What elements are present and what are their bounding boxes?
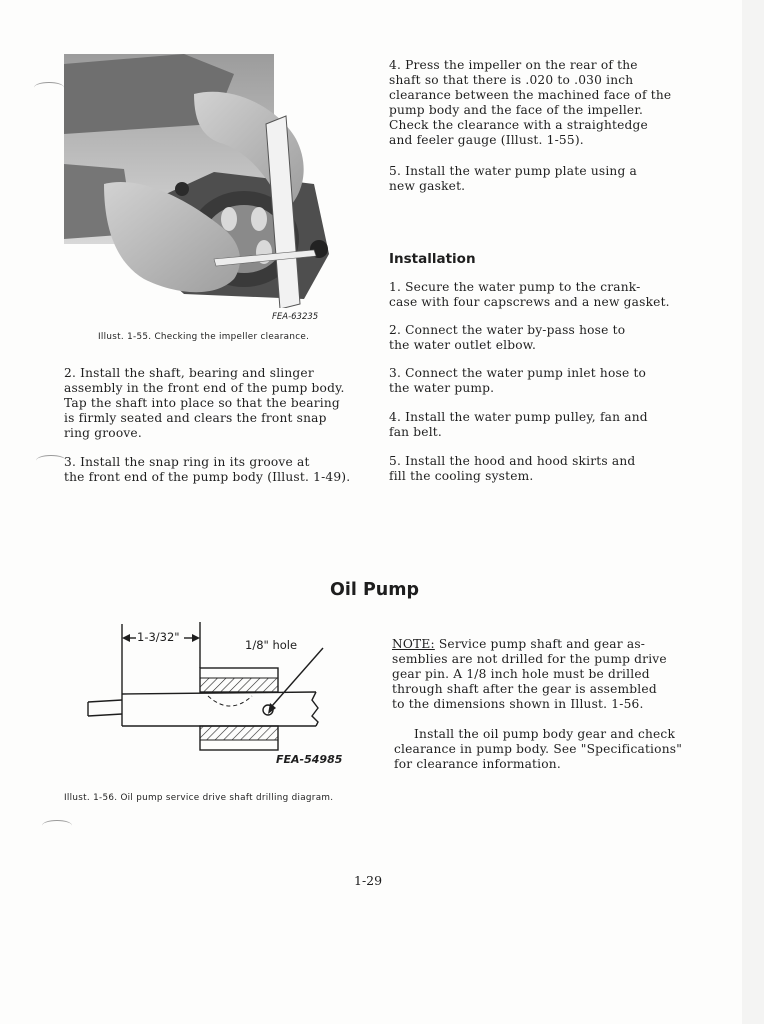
edge-mark-top [34, 82, 64, 93]
dimension-label: 1-3/32" [137, 630, 180, 644]
edge-mark-bottom [42, 820, 72, 831]
drilling-diagram [80, 620, 340, 760]
installation-step-4: 4. Install the water pump pulley, fan and fan belt. [389, 410, 648, 439]
note-label: NOTE: [392, 637, 435, 651]
photo-caption: Illust. 1-55. Checking the impeller clearance. [98, 332, 310, 342]
right-step-5: 5. Install the water pump plate using a new gasket. [389, 164, 638, 193]
hole-label: 1/8" hole [245, 638, 298, 652]
page-edge-shadow [742, 0, 764, 1024]
installation-step-3: 3. Connect the water pump inlet hose to the water pump. [389, 366, 647, 395]
installation-step-5: 5. Install the hood and hood skirts and fill the cooling system. [389, 454, 636, 483]
installation-step-2: 2. Connect the water by-pass hose to the water outlet elbow. [389, 323, 626, 352]
installation-heading: Installation [389, 251, 476, 267]
impeller-photo [64, 54, 342, 308]
note-text: Service pump shaft and gear as- semblies are not drilled for the pump drive gear pin. A 1/8 inch hole must be drilled through shaft after the gear is assembled to the dimensions shown in Illust. 1-56. [392, 637, 667, 711]
left-step-2: 2. Install the shaft, bearing and slinger assembly in the front end of the pump body. Tap the shaft into place so that the bearing is firmly seated and clears the front snap ring groove. [64, 366, 345, 440]
oil-pump-note [392, 637, 692, 712]
edge-mark-middle [36, 455, 66, 466]
left-step-3: 3. Install the snap ring in its groove at the front end of the pump body (Illust. 1-49). [64, 455, 351, 484]
photo-figure-code: FEA-63235 [272, 312, 319, 322]
diagram-figure-code: FEA-54985 [276, 753, 343, 766]
oil-pump-heading: Oil Pump [330, 580, 420, 600]
right-step-4: 4. Press the impeller on the rear of the shaft so that there is .020 to .030 inch clearance between the machined face of the pump body and the face of the impeller. Check the clearance with a straightedge and feeler gauge (Illust. 1-55). [389, 58, 672, 147]
installation-step-1: 1. Secure the water pump to the crank- case with four capscrews and a new gasket. [389, 280, 670, 309]
oil-pump-install: Install the oil pump body gear and check clearance in pump body. See "Specifications" for clearance information. [394, 727, 682, 771]
diagram-caption: Illust. 1-56. Oil pump service drive shaft drilling diagram. [64, 793, 334, 803]
page-number: 1-29 [354, 873, 383, 888]
